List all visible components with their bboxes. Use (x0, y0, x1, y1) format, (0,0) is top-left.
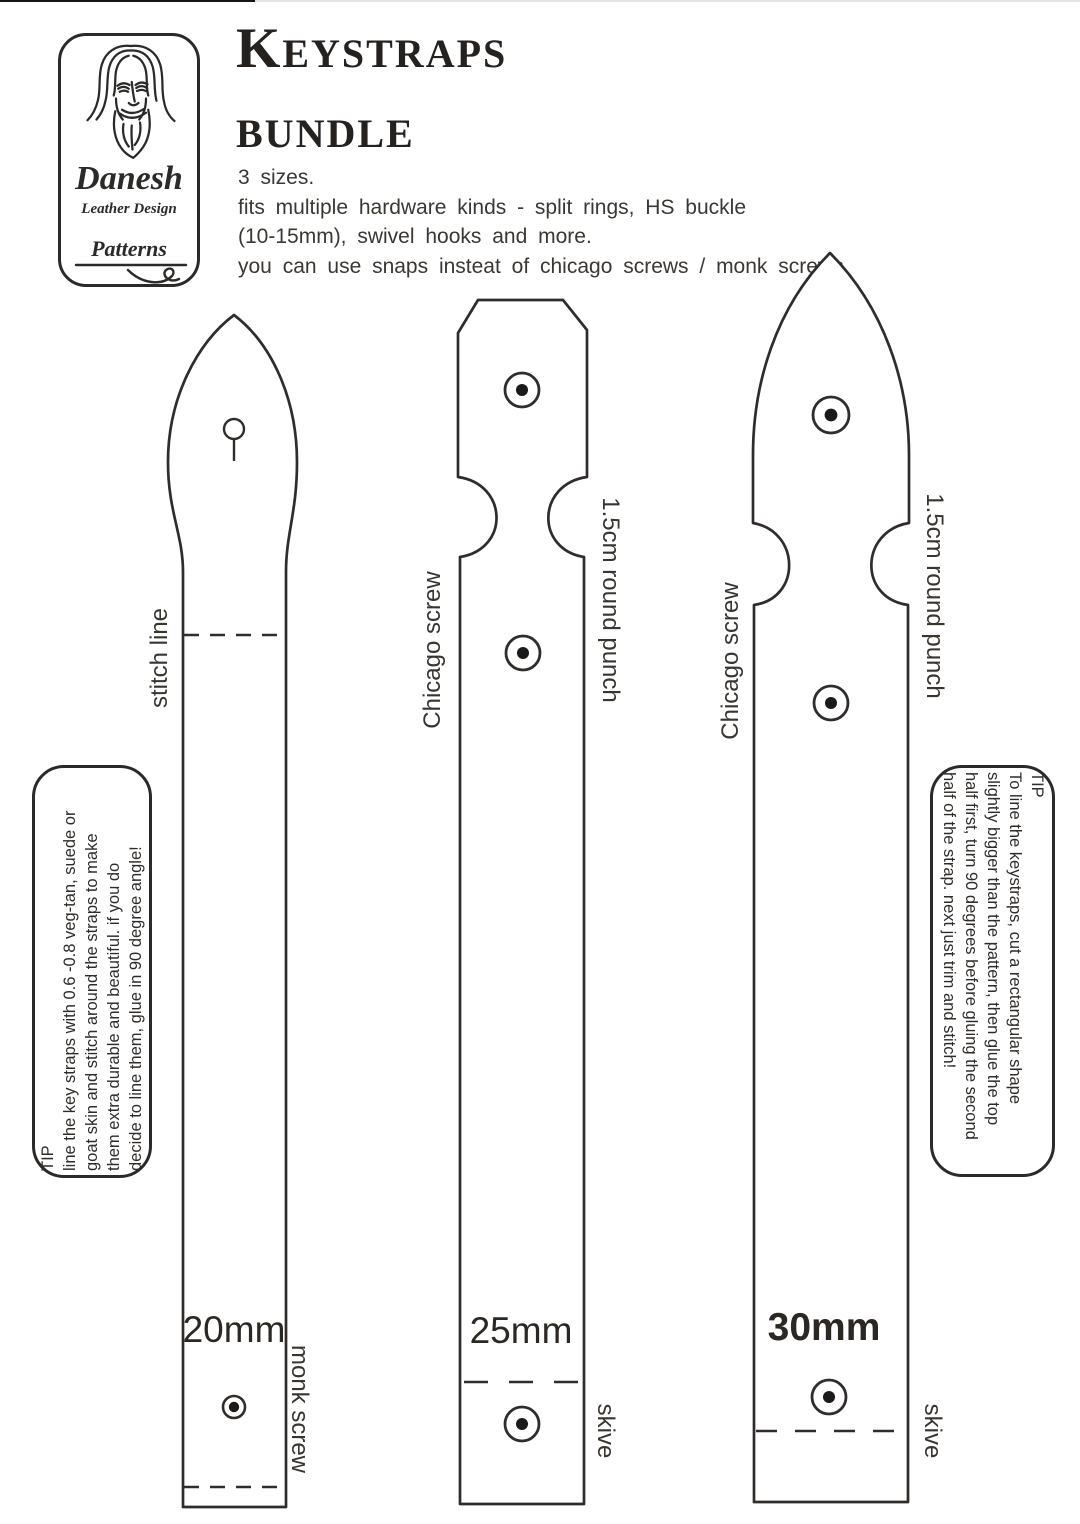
chicago-screw-label-25mm: Chicago screw (419, 571, 446, 729)
size-label-30mm: 30mm (767, 1306, 881, 1349)
size-label-20mm: 20mm (182, 1309, 286, 1350)
brand-name: Danesh (75, 160, 183, 197)
brand-category: Patterns (91, 236, 167, 261)
tip-line: half of the strap. next just trim and stitch! (939, 772, 958, 1069)
subtitle-line: (10-15mm), swivel hooks and more. (238, 225, 592, 248)
tip-line: TIP (39, 1144, 57, 1171)
round-punch-label-25mm: 1.5cm round punch (597, 497, 624, 703)
subtitle-line: 3 sizes. (238, 166, 315, 189)
page-title-line2: bundle (236, 97, 415, 160)
subtitle-line: fits multiple hardware kinds - split rings, HS buckle (238, 195, 747, 219)
page-title-line1: Keystraps (236, 17, 508, 80)
chicago-screw-label-30mm: Chicago screw (717, 582, 744, 740)
tip-line: To line the keystraps, cut a rectangular shape (1005, 772, 1024, 1105)
stitch-line-label: stitch line (146, 607, 173, 709)
round-punch-label-30mm: 1.5cm round punch (921, 493, 948, 699)
skive-label-30mm: skive (919, 1403, 946, 1459)
size-label-25mm: 25mm (469, 1310, 573, 1351)
tip-line: slightly bigger than the pattern, then glue the top (983, 772, 1002, 1126)
tip-line: them extra durable and beautiful. if you do (105, 862, 123, 1171)
tip-line: decide to line them, glue in 90 degree angle! (127, 845, 145, 1171)
tip-box-left (32, 765, 152, 1178)
tip-line: line the key straps with 0.6 -0.8 veg-tan, suede or (61, 810, 79, 1171)
tip-box-right-text (938, 772, 1048, 1170)
monk-screw-label: monk screw (286, 1344, 313, 1474)
subtitle-line: you can use snaps insteat of chicago screws / monk screws. (238, 254, 850, 278)
tip-line: half first, turn 90 degrees before gluing the second (961, 772, 980, 1140)
brand-tagline: Leather Design (81, 201, 177, 217)
tip-box-left-text (37, 773, 147, 1171)
tip-line: goat skin and stitch around the straps to make (83, 832, 101, 1171)
tip-line: TIP (1027, 772, 1046, 798)
skive-label-25mm: skive (592, 1403, 619, 1459)
tip-box-right (930, 765, 1055, 1177)
